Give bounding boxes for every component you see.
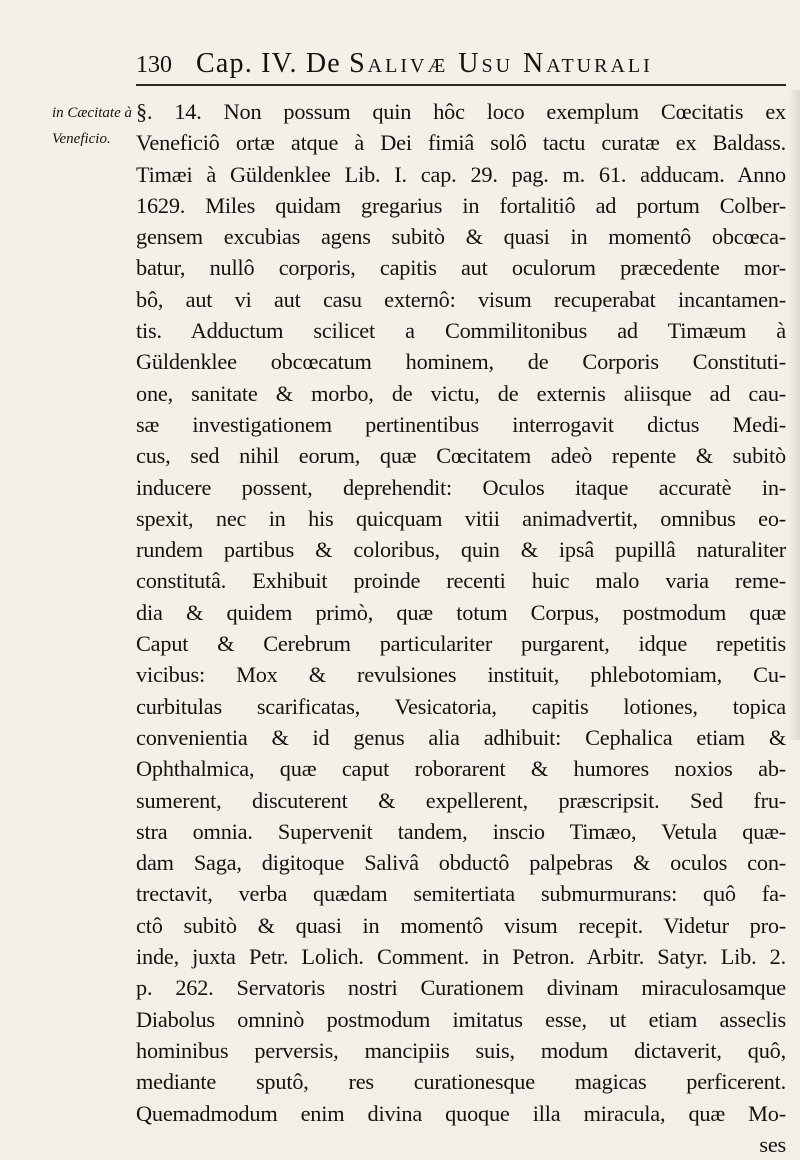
running-title-de: De <box>305 48 341 79</box>
text-line: vicibus: Mox & revulsiones instituit, phlebotomiam, Cu- <box>136 662 786 688</box>
text-line: Veneficiô ortæ atque à Dei fimiâ solô tactu curatæ ex Baldass. <box>136 130 786 156</box>
text-line: 1629. Miles quidam gregarius in fortalitiô ad portum Colber- <box>136 192 786 218</box>
text-line: convenientia & id genus alia adhibuit: Cephalica etiam & <box>136 724 786 750</box>
text-line: cus, sed nihil eorum, quæ Cœcitatem adeò repente & subitò <box>136 443 786 469</box>
margin-note: Veneficio. <box>52 131 111 147</box>
text-line: constitutâ. Exhibuit proinde recenti huic malo varia reme- <box>136 568 786 594</box>
text-line: hominibus perversis, mancipiis suis, modum dictaverit, quô, <box>136 1037 786 1063</box>
running-header <box>136 48 786 86</box>
text-line: Ophthalmica, quæ caput roborarent & humores noxios ab- <box>136 756 786 782</box>
text-line: spexit, nec in his quicquam vitii animadvertit, omnibus eo- <box>136 505 786 531</box>
text-line: sumerent, discuterent & expellerent, præscripsit. Sed fru- <box>136 787 786 813</box>
text-line: §. 14. Non possum quin hôc loco exemplum Cœcitatis ex <box>136 99 786 124</box>
text-line: dia & quidem primò, quæ totum Corpus, postmodum quæ <box>136 599 786 625</box>
text-line: Quemadmodum enim divina quoque illa miracula, quæ Mo- <box>136 1100 786 1126</box>
running-title-chapter: Cap. IV. <box>196 48 298 79</box>
page-number: 130 <box>136 52 172 78</box>
text-line: inducere possent, deprehendit: Oculos itaque accuratè in- <box>136 474 786 500</box>
text-line: Timæi à Güldenklee Lib. I. cap. 29. pag. m. 61. adducam. Anno <box>136 161 786 187</box>
main-text <box>136 96 786 1160</box>
marginalia <box>52 100 134 152</box>
running-title-subject: Salivæ Usu Naturali <box>349 48 653 79</box>
text-line: dam Saga, digitoque Salivâ obductô palpebras & oculos con- <box>136 850 786 876</box>
text-line: Caput & Cerebrum particulariter purgarent, idque repetitis <box>136 631 786 657</box>
text-line: stra omnia. Supervenit tandem, inscio Timæo, Vetula quæ- <box>136 818 786 844</box>
text-line: trectavit, verba quædam semitertiata submurmurans: quô fa- <box>136 881 786 907</box>
text-line: p. 262. Servatoris nostri Curationem divinam miraculosamque <box>136 975 786 1001</box>
text-line: bô, aut vi aut casu externô: visum recuperabat incantamen- <box>136 286 786 312</box>
text-line: sæ investigationem pertinentibus interrogavit dictus Medi- <box>136 411 786 437</box>
text-line: gensem excubias agens subitò & quasi in momentô obcœca- <box>136 224 786 250</box>
page-gutter-shadow <box>788 90 800 740</box>
text-line: tis. Adductum scilicet a Commilitonibus ad Timæum à <box>136 318 786 344</box>
catchword: ses <box>759 1131 786 1157</box>
text-line: Diabolus omninò postmodum imitatus esse, ut etiam asseclis <box>136 1006 786 1032</box>
text-line: batur, nullô corporis, capitis aut oculorum præcedente mor- <box>136 255 786 281</box>
text-line: ctô subitò & quasi in momentô visum recepit. Videtur pro- <box>136 912 786 938</box>
text-line: Güldenklee obcœcatum hominem, de Corporis Constituti- <box>136 349 786 375</box>
running-title <box>196 48 653 80</box>
text-line: one, sanitate & morbo, de victu, de externis aliisque ad cau- <box>136 380 786 406</box>
text-line: inde, juxta Petr. Lolich. Comment. in Petron. Arbitr. Satyr. Lib. 2. <box>136 944 786 970</box>
text-line: mediante sputô, res curationesque magicas perficerent. <box>136 1069 786 1095</box>
margin-note: in Cæcitate à <box>52 105 132 121</box>
text-line: rundem partibus & coloribus, quin & ipsâ pupillâ naturaliter <box>136 537 786 563</box>
text-line: curbitulas scarificatas, Vesicatoria, capitis lotiones, topica <box>136 693 786 719</box>
